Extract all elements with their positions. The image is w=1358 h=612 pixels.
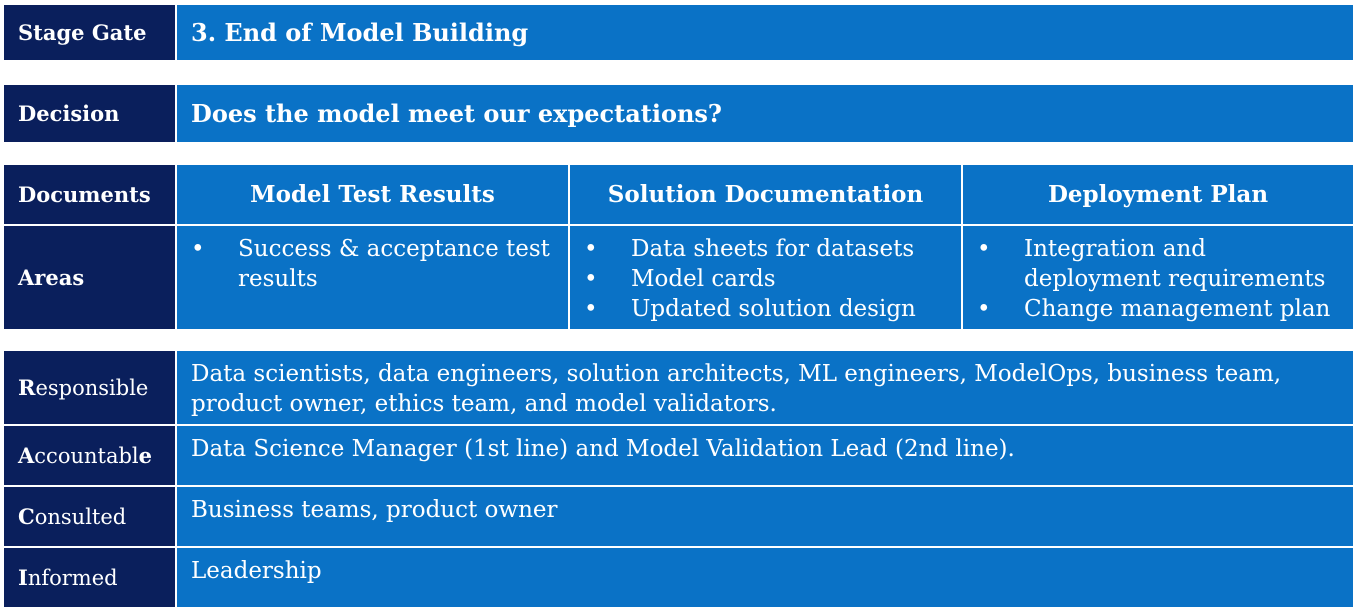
list-item: • Success & acceptance test results bbox=[191, 236, 550, 292]
bullet-icon: • bbox=[584, 236, 598, 262]
areas-cell-model-test-results bbox=[177, 226, 570, 329]
accountable-label: A ccountabl e bbox=[4, 426, 177, 485]
decision-row bbox=[4, 85, 1353, 142]
areas-list bbox=[963, 226, 1353, 324]
documents-row bbox=[4, 165, 1353, 226]
list-item: • Change management plan bbox=[977, 296, 1331, 322]
responsible-row bbox=[4, 351, 1353, 426]
stage-gate-label: Stage Gate bbox=[4, 5, 177, 60]
consulted-value: Business teams, product owner bbox=[177, 487, 1353, 546]
decision-value: Does the model meet our expectations? bbox=[177, 85, 1353, 142]
list-item: • Model cards bbox=[584, 266, 776, 292]
consulted-row bbox=[4, 487, 1353, 548]
areas-list bbox=[570, 226, 961, 324]
consulted-label: C onsulted bbox=[4, 487, 177, 546]
document-header-deployment-plan: Deployment Plan bbox=[963, 165, 1353, 224]
list-item: • Integration and deployment requirements bbox=[977, 236, 1326, 292]
list-item: • Data sheets for datasets bbox=[584, 236, 915, 262]
areas-cell-solution-documentation bbox=[570, 226, 963, 329]
informed-row bbox=[4, 548, 1353, 607]
documents-areas-table bbox=[4, 165, 1353, 329]
document-header-model-test-results: Model Test Results bbox=[177, 165, 570, 224]
areas-cell-deployment-plan bbox=[963, 226, 1353, 329]
informed-value: Leadership bbox=[177, 548, 1353, 607]
areas-row bbox=[4, 226, 1353, 329]
stage-gate-value: 3. End of Model Building bbox=[177, 5, 1353, 60]
bullet-icon: • bbox=[977, 296, 991, 322]
documents-label: Documents bbox=[4, 165, 177, 224]
accountable-value: Data Science Manager (1st line) and Model Validation Lead (2nd line). bbox=[177, 426, 1353, 485]
responsible-label: R esponsible bbox=[4, 351, 177, 424]
informed-label: I nformed bbox=[4, 548, 177, 607]
responsible-value: Data scientists, data engineers, solution architects, ML engineers, ModelOps, business team, product owner, ethics team, and model validators. bbox=[177, 351, 1353, 424]
list-item: • Updated solution design bbox=[584, 296, 916, 322]
stage-gate-row bbox=[4, 5, 1353, 60]
bullet-icon: • bbox=[977, 236, 991, 262]
areas-list bbox=[177, 226, 568, 294]
document-header-solution-documentation: Solution Documentation bbox=[570, 165, 963, 224]
raci-table bbox=[4, 351, 1353, 607]
areas-label: Areas bbox=[4, 226, 177, 329]
accountable-row bbox=[4, 426, 1353, 487]
bullet-icon: • bbox=[584, 296, 598, 322]
decision-label: Decision bbox=[4, 85, 177, 142]
bullet-icon: • bbox=[191, 236, 205, 262]
bullet-icon: • bbox=[584, 266, 598, 292]
